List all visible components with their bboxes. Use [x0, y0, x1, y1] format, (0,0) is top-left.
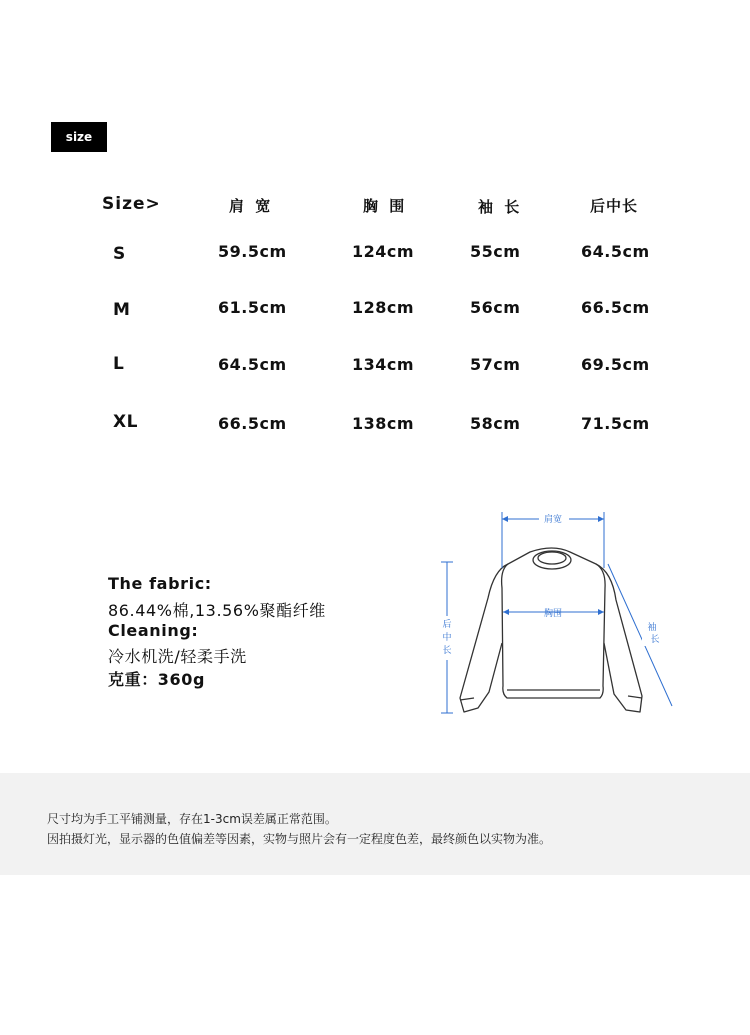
table-cell: 71.5cm	[581, 414, 650, 433]
size-tag-label: size	[65, 130, 93, 144]
sleeve-label-char: 袖	[647, 623, 657, 633]
fabric-label: The fabric:	[108, 574, 212, 593]
table-cell: 66.5cm	[581, 298, 650, 317]
table-cell: 56cm	[470, 298, 521, 317]
cleaning-label: Cleaning:	[108, 621, 199, 640]
table-cell: 64.5cm	[218, 355, 287, 374]
sweater-outline	[460, 548, 642, 712]
chest-label: 胸围	[543, 609, 563, 619]
length-label-char: 长	[442, 646, 452, 656]
table-cell: 138cm	[352, 414, 415, 433]
weight-info: 克重：360g	[108, 670, 206, 689]
row-size-label: M	[113, 300, 131, 320]
cleaning-value: 冷水机洗/轻柔手洗	[108, 647, 247, 666]
measurement-note: 尺寸均为手工平铺测量，存在1-3cm误差属正常范围。	[47, 812, 337, 826]
row-size-label: XL	[113, 412, 138, 432]
length-label-char: 中	[442, 633, 452, 643]
table-cell: 59.5cm	[218, 242, 287, 261]
sweater-diagram-svg	[436, 508, 686, 723]
fabric-value: 86.44%棉,13.56%聚酯纤维	[108, 601, 326, 620]
shoulder-label: 肩宽	[543, 515, 563, 525]
table-cell: 134cm	[352, 355, 415, 374]
measurement-arrows	[502, 516, 604, 615]
header-sleeve: 袖 长	[478, 198, 523, 216]
table-cell: 128cm	[352, 298, 415, 317]
header-shoulder: 肩 宽	[229, 197, 274, 215]
row-size-label: L	[113, 354, 125, 374]
size-tag	[51, 122, 107, 152]
table-cell: 61.5cm	[218, 298, 287, 317]
sweater-measurement-diagram	[436, 508, 686, 723]
table-cell: 55cm	[470, 242, 521, 261]
header-chest: 胸 围	[363, 197, 408, 215]
table-cell: 66.5cm	[218, 414, 287, 433]
table-cell: 69.5cm	[581, 355, 650, 374]
table-cell: 57cm	[470, 355, 521, 374]
header-length: 后中长	[590, 197, 639, 215]
footer-notes	[0, 773, 750, 875]
row-size-label: S	[113, 244, 126, 264]
color-note: 因拍摄灯光，显示器的色值偏差等因素，实物与照片会有一定程度色差，最终颜色以实物为准。	[47, 832, 552, 846]
table-cell: 124cm	[352, 242, 415, 261]
table-cell: 64.5cm	[581, 242, 650, 261]
header-size: Size>	[102, 194, 161, 214]
sleeve-label-char: 长	[650, 635, 660, 645]
table-cell: 58cm	[470, 414, 521, 433]
length-label-char: 后	[442, 620, 452, 630]
